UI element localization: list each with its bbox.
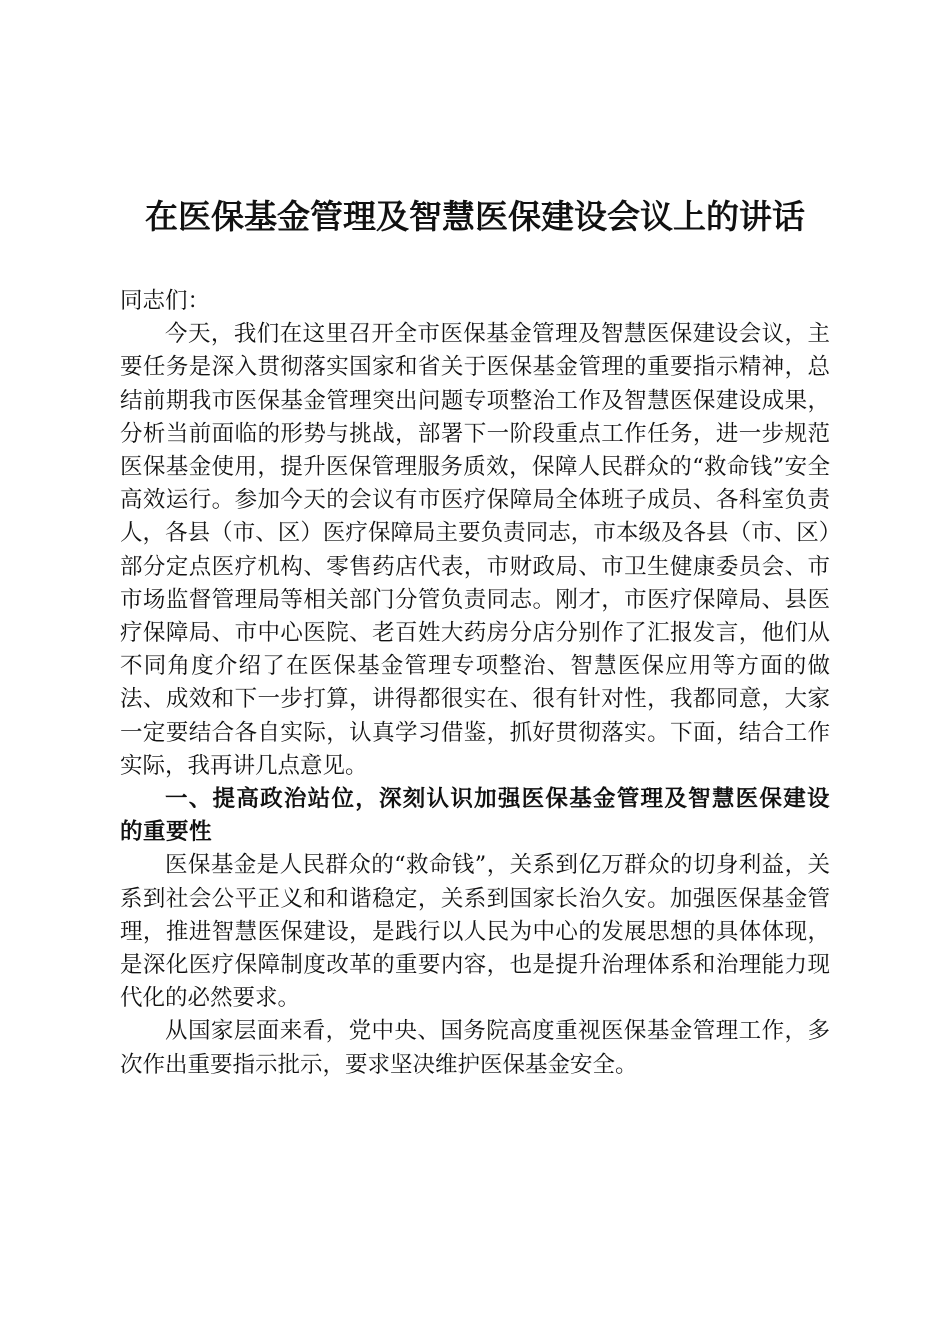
section-1-paragraph-2: 从国家层面来看，党中央、国务院高度重视医保基金管理工作，多次作出重要指示批示，要求坚决维护医保基金安全。	[120, 1018, 830, 1078]
salutation: 同志们：	[120, 288, 211, 314]
document-body	[120, 285, 830, 1082]
section-heading-1: 一、提高政治站位，深刻认识加强医保基金管理及智慧医保建设的重要性	[120, 786, 830, 846]
intro-paragraph: 今天，我们在这里召开全市医保基金管理及智慧医保建设会议，主要任务是深入贯彻落实国家和省关于医保基金管理的重要指示精神，总结前期我市医保基金管理突出问题专项整治工作及智慧医保建设成果，分析当前面临的形势与挑战，部署下一阶段重点工作任务，进一步规范医保基金使用，提升医保管理服务质效，保障人民群众的“救命钱”安全高效运行。参加今天的会议有市医疗保障局全体班子成员、各科室负责人，各县（市、区）医疗保障局主要负责同志，市本级及各县（市、区）部分定点医疗机构、零售药店代表，市财政局、市卫生健康委员会、市市场监督管理局等相关部门分管负责同志。刚才，市医疗保障局、县医疗保障局、市中心医院、老百姓大药房分店分别作了汇报发言，他们从不同角度介绍了在医保基金管理专项整治、智慧医保应用等方面的做法、成效和下一步打算，讲得都很实在、很有针对性，我都同意，大家一定要结合各自实际，认真学习借鉴，抓好贯彻落实。下面，结合工作实际，我再讲几点意见。	[120, 321, 830, 779]
section-1-paragraph-1: 医保基金是人民群众的“救命钱”，关系到亿万群众的切身利益，关系到社会公平正义和和谐稳定，关系到国家长治久安。加强医保基金管理，推进智慧医保建设，是践行以人民为中心的发展思想的具体体现，是深化医疗保障制度改革的重要内容，也是提升治理体系和治理能力现代化的必然要求。	[120, 852, 830, 1012]
document-title: 在医保基金管理及智慧医保建设会议上的讲话	[145, 197, 805, 236]
